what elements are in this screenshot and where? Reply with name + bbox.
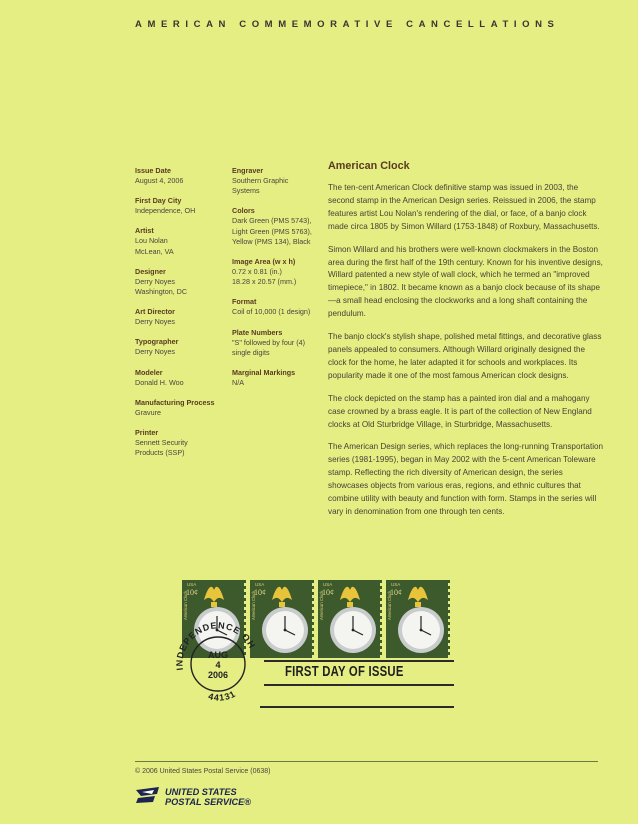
stamp-denomination: 10¢ bbox=[186, 588, 198, 597]
spec-value: 18.28 x 20.57 (mm.) bbox=[232, 277, 297, 287]
spec-block bbox=[135, 428, 220, 458]
cancel-line-1 bbox=[264, 660, 454, 662]
spec-block bbox=[135, 368, 220, 388]
spec-value: 0.72 x 0.81 (in.) bbox=[232, 267, 282, 277]
spec-value: "S" followed by four (4) bbox=[232, 337, 306, 347]
stamp-side-label: American Clock bbox=[387, 590, 392, 620]
stamp-denomination: 10¢ bbox=[322, 588, 334, 597]
stamp-side-label: American Clock bbox=[183, 590, 188, 620]
usps-wordmark bbox=[165, 787, 251, 807]
spec-label: Plate Numbers bbox=[232, 327, 283, 337]
spec-label: Manufacturing Process bbox=[135, 397, 215, 407]
specs-right-column bbox=[232, 166, 317, 398]
spec-value: McLean, VA bbox=[135, 246, 174, 256]
spec-block bbox=[135, 337, 220, 357]
postmark-month: AUG bbox=[208, 650, 228, 660]
spec-block bbox=[232, 368, 317, 388]
spec-block bbox=[232, 297, 317, 317]
spec-value: Yellow (PMS 134), Black bbox=[232, 236, 311, 246]
spec-value: Lou Nolan bbox=[135, 236, 168, 246]
usps-eagle-icon bbox=[135, 786, 161, 804]
page-header: AMERICAN COMMEMORATIVE CANCELLATIONS bbox=[135, 19, 560, 30]
spec-block bbox=[135, 196, 220, 216]
stamp-usa: USA bbox=[391, 582, 401, 587]
spec-value: Independence, OH bbox=[135, 206, 196, 216]
spec-label: Art Director bbox=[135, 307, 175, 317]
spec-block bbox=[135, 398, 220, 418]
specs-left-column bbox=[135, 166, 220, 468]
clock-stamp bbox=[386, 580, 450, 658]
stamp-usa: USA bbox=[187, 582, 197, 587]
stamp-usa: USA bbox=[323, 582, 333, 587]
spec-label: Marginal Markings bbox=[232, 368, 296, 378]
spec-value: N/A bbox=[232, 378, 244, 388]
spec-label: Format bbox=[232, 297, 257, 307]
spec-value: Southern Graphic bbox=[232, 176, 289, 185]
spec-value: Derry Noyes bbox=[135, 347, 175, 357]
footer-divider bbox=[135, 761, 598, 762]
spec-value: Systems bbox=[232, 186, 260, 196]
article-paragraph: The clock depicted on the stamp has a painted iron dial and a mahogany case crowned by a brass eagle. It is part of the collection of New England clocks at Old Sturbridge Village, in Sturbridge, Massachusetts. bbox=[328, 393, 592, 429]
spec-label: Typographer bbox=[135, 337, 179, 347]
spec-block bbox=[135, 267, 220, 297]
article-paragraph: The ten-cent American Clock definitive stamp was issued in 2003, the second stamp in the American Design series. Reissued in 2006, the stamp features artist Lou Nolan's rendering of the dial, or face, of a banjo clock made circa 1805 by Simon Willard (1753-1848) of Roxbury, Massachusetts. bbox=[328, 183, 600, 231]
spec-block bbox=[232, 166, 317, 196]
cancel-line-2 bbox=[264, 684, 454, 686]
spec-value: Products (SSP) bbox=[135, 448, 185, 458]
cancel-line-3 bbox=[260, 706, 454, 708]
spec-block bbox=[232, 206, 317, 247]
usps-line-2: POSTAL SERVICE® bbox=[165, 797, 252, 807]
postmark-day: 4 bbox=[215, 660, 221, 670]
spec-label: Colors bbox=[232, 206, 255, 216]
spec-block bbox=[135, 307, 220, 327]
eagle-icon bbox=[340, 587, 360, 602]
stamp-side-label: American Clock bbox=[319, 590, 324, 620]
article-body bbox=[328, 182, 604, 529]
stamp-usa: USA bbox=[255, 582, 265, 587]
postmark-cancellation bbox=[172, 618, 264, 710]
postmark-year: 2006 bbox=[207, 670, 229, 680]
spec-value: Light Green (PMS 5763), bbox=[232, 226, 312, 236]
first-day-of-issue: FIRST DAY OF ISSUE bbox=[285, 664, 404, 680]
stamp-denomination: 10¢ bbox=[390, 588, 402, 597]
article-paragraph: Simon Willard and his brothers were well-known clockmakers in the Boston area during the first half of the 19th century. Known for his inventive designs, Willard patented a new style of wall clock, which he termed an "improved timepiece," in 1802. It became known as a banjo clock because of its shape—a small head enclosing the clockworks and a long shaft containing the pendulum. bbox=[328, 244, 603, 319]
article-paragraph: The American Design series, which replaces the long-running Transportation series (1981-1995), began in May 2002 with the 5-cent American Toleware stamp. Reflecting the rich diversity of American design, the series showcases objects from various eras, regions, and ethnic cultures that combine utility with beauty and function with form. Stamps in the series will vary in denomination from one through ten cents. bbox=[328, 442, 604, 516]
article-title: American Clock bbox=[328, 160, 410, 172]
spec-block bbox=[135, 226, 220, 256]
eagle-icon bbox=[408, 587, 428, 602]
spec-label: First Day City bbox=[135, 196, 182, 206]
usps-logo-block bbox=[135, 784, 255, 812]
spec-label: Engraver bbox=[232, 166, 264, 175]
spec-value: Washington, DC bbox=[135, 287, 188, 297]
spec-value: Derry Noyes bbox=[135, 276, 175, 286]
spec-block bbox=[232, 328, 317, 358]
spec-value: Donald H. Woo bbox=[135, 377, 184, 387]
spec-label: Issue Date bbox=[135, 166, 171, 175]
spec-label: Image Area (w x h) bbox=[232, 257, 296, 267]
spec-value: Coil of 10,000 (1 design) bbox=[232, 307, 311, 317]
spec-label: Modeler bbox=[135, 367, 163, 377]
spec-value: single digits bbox=[232, 347, 270, 357]
stamp-denomination: 10¢ bbox=[254, 588, 266, 597]
eagle-icon bbox=[272, 587, 292, 602]
article-paragraph: The banjo clock's stylish shape, polished metal fittings, and decorative glass panels appealed to consumers. Although Willard originally designed the clock for the home, he later adapted it for schools and workplaces. Its popularity made it one of the most famous American clock designs. bbox=[328, 332, 602, 380]
spec-value: August 4, 2006 bbox=[135, 176, 184, 185]
spec-label: Designer bbox=[135, 266, 166, 276]
spec-block bbox=[135, 166, 220, 186]
spec-label: Artist bbox=[135, 226, 154, 236]
stamp-side-label: American Clock bbox=[251, 590, 256, 620]
spec-block bbox=[232, 257, 317, 287]
spec-value: Sennett Security bbox=[135, 438, 188, 448]
spec-value: Dark Green (PMS 5743), bbox=[232, 216, 312, 226]
postmark-city: INDEPENDENCE OH bbox=[174, 620, 258, 672]
usps-line-1: UNITED STATES bbox=[165, 787, 237, 797]
eagle-icon bbox=[204, 587, 224, 602]
spec-value: Derry Noyes bbox=[135, 317, 175, 327]
postmark-zip: 44131 bbox=[207, 688, 238, 703]
clock-stamp bbox=[318, 580, 382, 658]
spec-value: Gravure bbox=[135, 407, 161, 417]
copyright-notice: © 2006 United States Postal Service (0638) bbox=[135, 768, 271, 775]
spec-label: Printer bbox=[135, 428, 159, 438]
